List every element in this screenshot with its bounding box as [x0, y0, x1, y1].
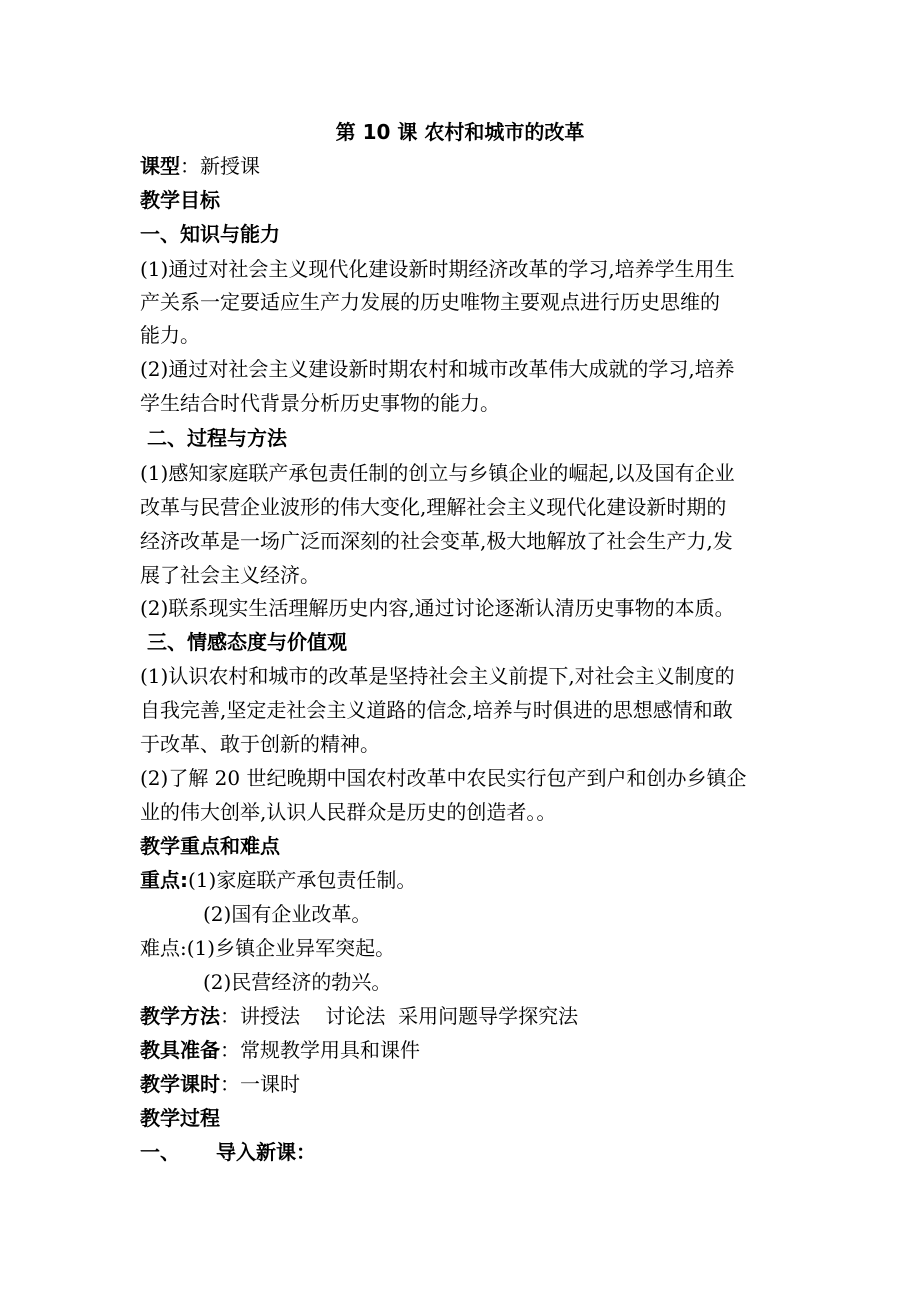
hours-line — [140, 1072, 300, 1096]
hours-sep: ： — [220, 1072, 240, 1096]
lesson-type-line — [140, 154, 260, 178]
hours-label: 教学课时 — [140, 1072, 220, 1096]
section3-paragraph1-line: 于改革、敢于创新的精神。 — [140, 732, 380, 756]
section2-paragraph1-line: 改革与民营企业波形的伟大变化,理解社会主义现代化建设新时期的 — [140, 495, 727, 519]
difficult-point-line — [140, 936, 395, 960]
key-point-label: 重点: — [140, 868, 188, 892]
section2-paragraph1-line: (1)感知家庭联产承包责任制的创立与乡镇企业的崛起,以及国有企业 — [140, 461, 735, 485]
method-label: 教学方法 — [140, 1004, 220, 1028]
tools-sep: ： — [220, 1038, 240, 1062]
section2-paragraph1-line: 展了社会主义经济。 — [140, 563, 320, 587]
page-title: 第 10 课 农村和城市的改革 — [335, 120, 585, 144]
section1-paragraph1-line: (1)通过对社会主义现代化建设新时期经济改革的学习,培养学生用生 — [140, 257, 735, 281]
section3-heading: 三、情感态度与价值观 — [140, 630, 347, 654]
section1-heading: 一、知识与能力 — [140, 222, 280, 246]
tools-value: 常规教学用具和课件 — [240, 1038, 420, 1062]
section1-paragraph2-line: (2)通过对社会主义建设新时期农村和城市改革伟大成就的学习,培养 — [140, 357, 735, 381]
key-point-item: (1)家庭联产承包责任制。 — [188, 868, 417, 892]
lesson-type-label: 课型 — [140, 154, 180, 178]
tools-line — [140, 1038, 420, 1062]
objectives-heading: 教学目标 — [140, 188, 220, 212]
section3-paragraph2-line: (2)了解 20 世纪晚期中国农村改革中农民实行包产到户和创办乡镇企 — [140, 766, 747, 790]
key-point-line — [140, 868, 416, 892]
difficult-point-item: (1)乡镇企业异军突起。 — [186, 936, 396, 960]
difficult-point-label: 难点: — [140, 936, 187, 960]
process-heading: 教学过程 — [140, 1106, 220, 1130]
difficult-point-item: (2)民营经济的勃兴。 — [203, 970, 392, 994]
method-value: 讲授法 讨论法 采用问题导学探究法 — [240, 1004, 579, 1028]
lesson-type-value: 新授课 — [200, 154, 260, 178]
hours-value: 一课时 — [240, 1072, 300, 1096]
lesson-type-sep: ： — [180, 154, 200, 178]
section3-paragraph1-line: 自我完善,坚定走社会主义道路的信念,培养与时俱进的思想感情和敢 — [140, 698, 733, 722]
tools-label: 教具准备 — [140, 1038, 220, 1062]
step-one-number: 一、 — [140, 1140, 180, 1164]
section3-paragraph2-line: 业的伟大创举,认识人民群众是历史的创造者。。 — [140, 800, 557, 824]
section2-heading: 二、过程与方法 — [140, 426, 287, 450]
method-sep: ： — [220, 1004, 240, 1028]
section2-paragraph2-line: (2)联系现实生活理解历史内容,通过讨论逐渐认清历史事物的本质。 — [140, 596, 735, 620]
section1-paragraph1-line: 能力。 — [140, 323, 200, 347]
method-line — [140, 1004, 578, 1028]
keypoints-heading: 教学重点和难点 — [140, 834, 280, 858]
section1-paragraph2-line: 学生结合时代背景分析历史事物的能力。 — [140, 391, 500, 415]
section2-paragraph1-line: 经济改革是一场广泛而深刻的社会变革,极大地解放了社会生产力,发 — [140, 529, 733, 553]
step-one-text: 导入新课： — [216, 1140, 316, 1164]
key-point-item: (2)国有企业改革。 — [203, 902, 372, 926]
section3-paragraph1-line: (1)认识农村和城市的改革是坚持社会主义前提下,对社会主义制度的 — [140, 664, 735, 688]
section1-paragraph1-line: 产关系一定要适应生产力发展的历史唯物主要观点进行历史思维的 — [140, 290, 720, 314]
step-one-line — [140, 1140, 316, 1164]
